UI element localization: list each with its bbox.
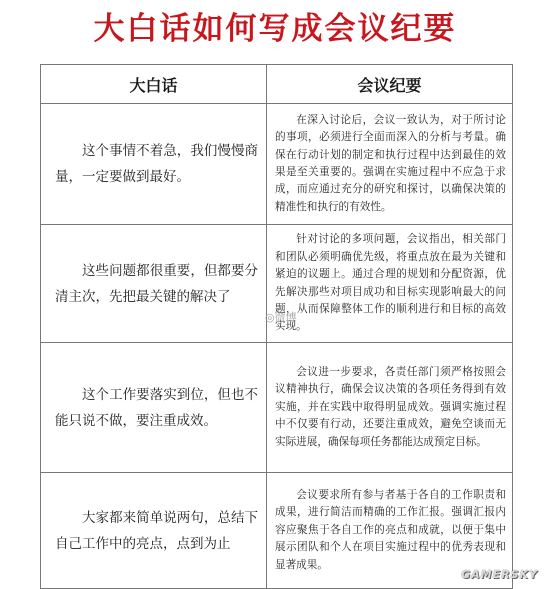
comparison-table	[40, 64, 513, 589]
meeting-minutes-text: 会议要求所有参与者基于各自的工作职责和成果，进行简洁而精确的工作汇报。强调汇报内容应聚焦于各自工作的亮点和成就，以便于集中展示团队和个人在项目实施过程中的优秀表现和显著成果。	[275, 488, 506, 571]
plain-speech-text: 这个事情不着急，我们慢慢商量，一定要做到最好。	[55, 143, 258, 185]
plain-speech-text: 大家都来简单说两句，总结下自己工作中的亮点，点到为止	[55, 509, 258, 552]
plain-speech-text: 这个工作要落实到位，但也不能只说不做，要注重成效。	[55, 386, 258, 429]
meeting-minutes-text: 在深入讨论后，会议一致认为，对于所讨论的事项，必须进行全面而深入的分析与考量。确保在行动计划的制定和执行过程中达到最佳的效果是至关重要的。强调在实施过程中不应急于求成，而应通过充分的研究和探讨，以确保决策的精准性和执行的有效性。	[275, 113, 506, 213]
meeting-minutes-cell	[267, 104, 513, 225]
table-header-row	[41, 65, 513, 104]
table-row	[41, 104, 513, 225]
header-meeting-minutes: 会议纪要	[267, 65, 513, 104]
plain-speech-cell	[41, 104, 267, 225]
plain-speech-text: 这些问题都很重要，但都要分清主次，先把最关键的解决了	[55, 262, 258, 305]
page-title: 大白话如何写成会议纪要	[93, 11, 457, 47]
weibo-watermark: ◎微博	[265, 311, 297, 324]
meeting-minutes-cell	[267, 343, 513, 473]
plain-speech-cell	[41, 225, 267, 343]
meeting-minutes-text: 针对讨论的多项问题，会议指出，相关部门和团队必须明确优先级，将重点放在最为关键和紧迫的议题上。通过合理的规划和分配资源，优先解决那些对项目成功和目标实现影响最大的问题，从而保障整体工作的顺利进行和目标的高效实现。	[275, 233, 506, 333]
plain-speech-cell	[41, 473, 267, 589]
table-row	[41, 473, 513, 589]
header-plain-speech: 大白话	[41, 65, 267, 104]
meeting-minutes-cell	[267, 225, 513, 343]
meeting-minutes-text: 会议进一步要求，各责任部门须严格按照会议精神执行，确保会议决策的各项任务得到有效实施，并在实践中取得明显成效。强调实施过程中不仅要有行动，还要注重成效，避免空谈而无实际进展，确保每项任务都能达成预定目标。	[275, 365, 506, 448]
gamersky-watermark: GAMERSKY	[461, 568, 538, 581]
plain-speech-cell	[41, 343, 267, 473]
table-row	[41, 343, 513, 473]
